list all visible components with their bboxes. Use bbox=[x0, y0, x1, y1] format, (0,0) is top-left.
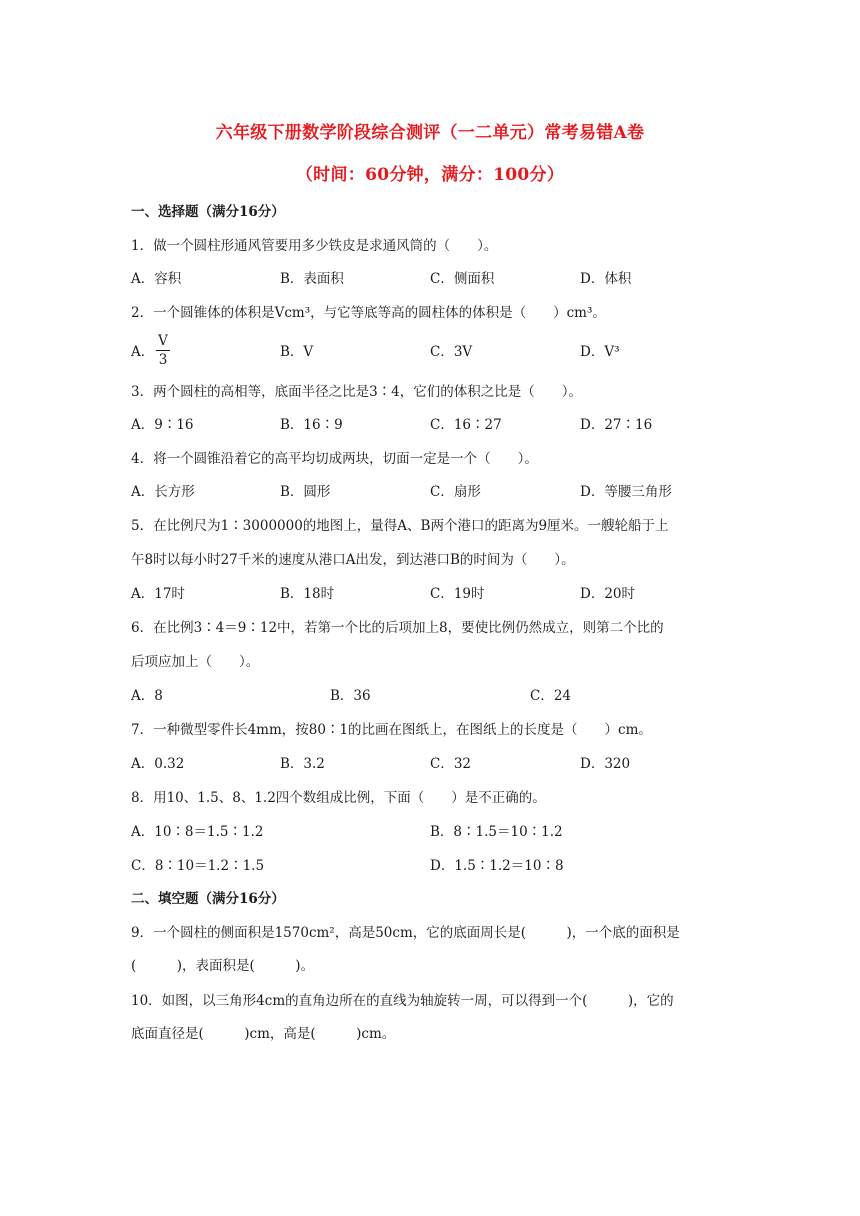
section-heading-choice: 一、选择题（满分16分） bbox=[131, 204, 285, 220]
question-2: 2．一个圆锥体的体积是Vcm³，与它等底等高的圆柱体的体积是（ ）cm³。 bbox=[131, 305, 606, 321]
question-9-line-2: ( )，表面积是( )。 bbox=[131, 958, 315, 974]
fraction-denominator: 3 bbox=[158, 352, 168, 368]
question-3: 3．两个圆柱的高相等，底面半径之比是3∶4，它们的体积之比是（ ）。 bbox=[131, 384, 583, 400]
q1-option-b: B．表面积 bbox=[280, 271, 344, 287]
question-5-line-1: 5．在比例尺为1∶3000000的地图上，量得A、B两个港口的距离为9厘米。一艘轮船于上 bbox=[131, 518, 669, 534]
q6-option-b: B．36 bbox=[330, 688, 371, 704]
q1-option-c: C．侧面积 bbox=[430, 271, 495, 287]
q4-option-c: C．扇形 bbox=[430, 484, 481, 500]
q3-option-b: B．16∶9 bbox=[280, 417, 343, 433]
question-6-line-2: 后项应加上（ ）。 bbox=[131, 654, 260, 670]
fraction-numerator: V bbox=[158, 333, 168, 349]
q3-option-c: C．16∶27 bbox=[430, 417, 502, 433]
q8-option-b: B．8∶1.5＝10∶1.2 bbox=[430, 824, 563, 840]
q5-option-d: D．20时 bbox=[580, 586, 636, 602]
q7-option-a: A．0.32 bbox=[131, 756, 185, 772]
q2-option-a: A． bbox=[131, 344, 155, 360]
q2-option-c: C．3V bbox=[430, 344, 473, 360]
q7-option-d: D．320 bbox=[580, 756, 631, 772]
q3-option-d: D．27∶16 bbox=[580, 417, 653, 433]
q4-option-d: D．等腰三角形 bbox=[580, 484, 672, 500]
q2-option-d: D．V³ bbox=[580, 344, 620, 360]
q4-option-a: A．长方形 bbox=[131, 484, 195, 500]
question-6-line-1: 6．在比例3∶4＝9∶12中，若第一个比的后项加上8，要使比例仍然成立，则第二个比的 bbox=[131, 620, 664, 636]
q5-option-b: B．18时 bbox=[280, 586, 335, 602]
q7-option-c: C．32 bbox=[430, 756, 472, 772]
page-title: 六年级下册数学阶段综合测评（一二单元）常考易错A卷 bbox=[215, 123, 645, 143]
q8-option-c: C．8∶10＝1.2∶1.5 bbox=[131, 858, 265, 874]
question-10-line-1: 10．如图，以三角形4cm的直角边所在的直线为轴旋转一周，可以得到一个( )，它的 bbox=[131, 993, 674, 1009]
question-10-line-2: 底面直径是( )cm，高是( )cm。 bbox=[131, 1026, 396, 1042]
question-1: 1．做一个圆柱形通风管要用多少铁皮是求通风筒的（ ）。 bbox=[131, 238, 498, 254]
q6-option-a: A．8 bbox=[131, 688, 163, 704]
question-8: 8．用10、1.5、8、1.2四个数组成比例，下面（ ）是不正确的。 bbox=[131, 790, 546, 806]
section-heading-fill: 二、填空题（满分16分） bbox=[131, 891, 285, 907]
q3-option-a: A．9∶16 bbox=[131, 417, 194, 433]
q8-option-d: D．1.5∶1.2＝10∶8 bbox=[430, 858, 564, 874]
q7-option-b: B．3.2 bbox=[280, 756, 325, 772]
q4-option-b: B．圆形 bbox=[280, 484, 331, 500]
q5-option-a: A．17时 bbox=[131, 586, 185, 602]
q1-option-d: D．体积 bbox=[580, 271, 632, 287]
question-9-line-1: 9．一个圆柱的侧面积是1570cm²，高是50cm，它的底面周长是( )，一个底的面积是 bbox=[131, 925, 680, 941]
question-4: 4．将一个圆锥沿着它的高平均切成两块，切面一定是一个（ ）。 bbox=[131, 451, 538, 467]
page-subtitle: （时间：60分钟，满分：100分） bbox=[295, 165, 565, 185]
q8-option-a: A．10∶8＝1.5∶1.2 bbox=[131, 824, 264, 840]
q5-option-c: C．19时 bbox=[430, 586, 485, 602]
question-7: 7．一种微型零件长4mm，按80∶1的比画在图纸上，在图纸上的长度是（ ）cm。 bbox=[131, 722, 652, 738]
q2-option-b: B．V bbox=[280, 344, 314, 360]
question-5-line-2: 午8时以每小时27千米的速度从港口A出发，到达港口B的时间为（ ）。 bbox=[131, 552, 575, 568]
q1-option-a: A．容积 bbox=[131, 271, 182, 287]
q6-option-c: C．24 bbox=[530, 688, 572, 704]
q2-option-a-fraction bbox=[156, 333, 170, 368]
fraction-bar bbox=[156, 350, 170, 351]
